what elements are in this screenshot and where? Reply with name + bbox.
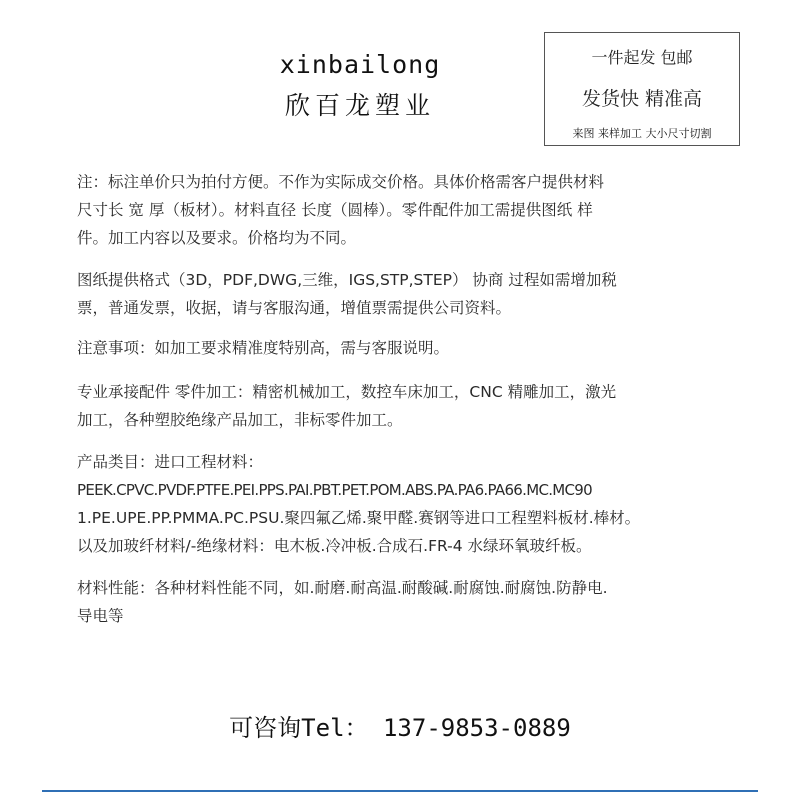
text-line: 导电等 (77, 607, 124, 625)
text-line: PEEK.CPVC.PVDF.PTFE.PEI.PPS.PAI.PBT.PET.POM.ABS.PA.PA6.PA66.MC.MC90 (77, 481, 592, 499)
text-line: 注：标注单价只为拍付方便。不作为实际成交价格。具体价格需客户提供材料 (77, 173, 605, 191)
precautions-note (77, 334, 737, 362)
text-line: 票，普通发票，收据，请与客服沟通，增值票需提供公司资料。 (77, 299, 512, 317)
brand-name-en: xinbailong (279, 50, 441, 79)
text-line: 件。加工内容以及要求。价格均为不同。 (77, 229, 357, 247)
text-line: 专业承接配件 零件加工：精密机械加工，数控车床加工，CNC 精雕加工，激光 (77, 383, 617, 401)
text-line: 尺寸长 宽 厚（板材）。材料直径 长度（圆棒）。零件配件加工需提供图纸 样 (77, 201, 593, 219)
product-categories-note (77, 448, 737, 560)
material-properties-note (77, 574, 737, 630)
promo-free-shipping: 一件起发 包邮 (591, 48, 693, 67)
contact-phone: 可咨询Tel： 137-9853-0889 (229, 714, 571, 742)
promo-custom-processing: 来图 来样加工 大小尺寸切割 (572, 127, 712, 140)
promo-fast-delivery: 发货快 精准高 (581, 88, 703, 110)
text-line: 注意事项：如加工要求精准度特别高，需与客服说明。 (77, 339, 450, 357)
text-line: 材料性能：各种材料性能不同，如.耐磨.耐高温.耐酸碱.耐腐蚀.耐腐蚀.防静电. (77, 579, 608, 597)
text-line: 1.PE.UPE.PP.PMMA.PC.PSU.聚四氟乙烯.聚甲醛.赛钢等进口工程塑料板材.棒材。 (77, 509, 641, 527)
pricing-note (77, 168, 737, 252)
promo-box (544, 32, 740, 146)
notes-section (77, 168, 737, 630)
drawing-format-note (77, 266, 737, 322)
brand-name-cn: 欣百龙塑业 (284, 91, 435, 120)
text-line: 以及加玻纤材料/-绝缘材料：电木板.冷冲板.合成石.FR-4 水绿环氧玻纤板。 (77, 537, 592, 555)
services-note (77, 378, 737, 434)
text-line: 图纸提供格式（3D，PDF,DWG,三维，IGS,STP,STEP） 协商 过程如需增加税 (77, 271, 617, 289)
text-line: 产品类目：进口工程材料： (77, 453, 264, 471)
text-line: 加工，各种塑胶绝缘产品加工，非标零件加工。 (77, 411, 403, 429)
bottom-divider (42, 790, 758, 792)
